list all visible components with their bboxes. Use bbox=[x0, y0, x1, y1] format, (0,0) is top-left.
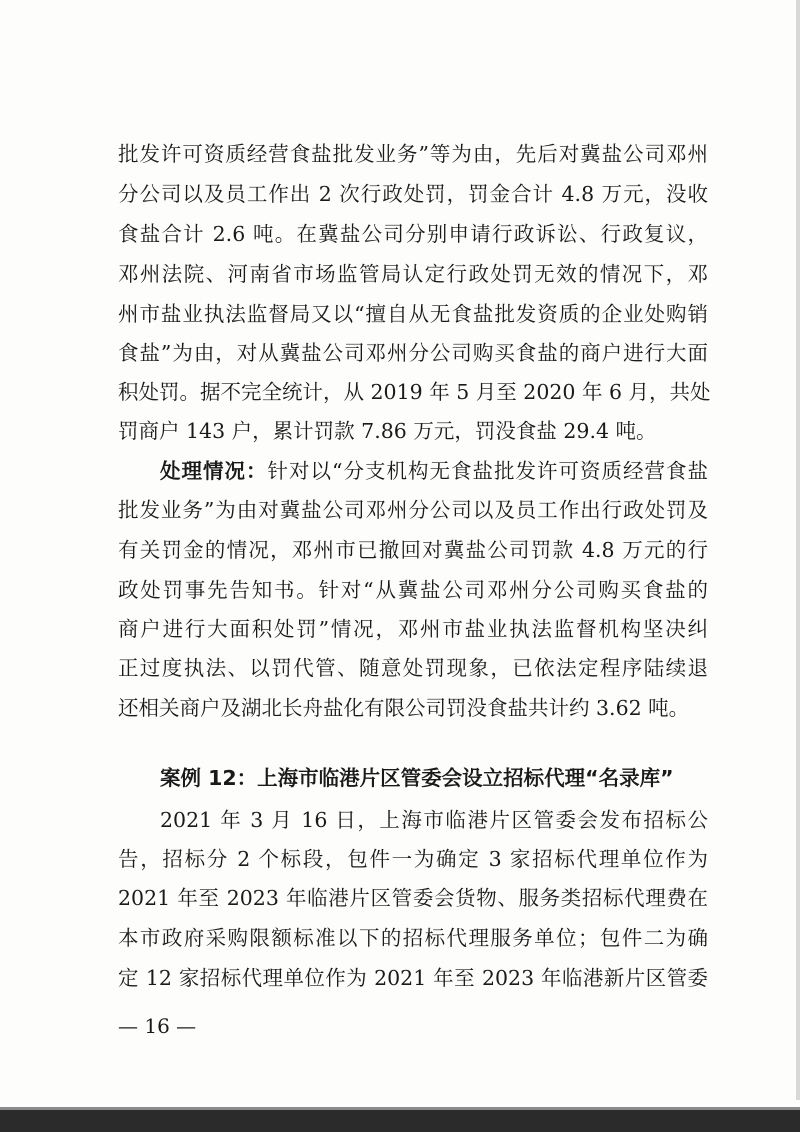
text-line: 批发业务”为由对冀盐公司邓州分公司以及员工作出行政处罚及 bbox=[118, 498, 708, 522]
scan-bottom-border bbox=[0, 1110, 800, 1132]
handling-text: 针对以“分支机构无食盐批发许可资质经营食盐 bbox=[267, 459, 709, 483]
case-heading: 案例 12：上海市临港片区管委会设立招标代理“名录库” bbox=[160, 766, 674, 790]
text-line: 商户进行大面积处罚”情况，邓州市盐业执法监督机构坚决纠 bbox=[118, 617, 708, 641]
text-line: 定 12 家招标代理单位作为 2021 年至 2023 年临港新片区管委 bbox=[118, 966, 708, 990]
page-number: — 16 — bbox=[118, 1014, 197, 1038]
text-line: 有关罚金的情况，邓州市已撤回对冀盐公司罚款 4.8 万元的行 bbox=[118, 538, 708, 562]
scan-edge bbox=[796, 0, 800, 1100]
text-line: 2021 年 3 月 16 日，上海市临港片区管委会发布招标公 bbox=[160, 808, 708, 832]
text-line: 2021 年至 2023 年临港片区管委会货物、服务类招标代理费在 bbox=[118, 886, 708, 910]
text-line: 批发许可资质经营食盐批发业务”等为由，先后对冀盐公司邓州 bbox=[118, 142, 708, 166]
text-line: 政处罚事先告知书。针对“从冀盐公司邓州分公司购买食盐的 bbox=[118, 578, 708, 602]
text-line: 州市盐业执法监督局又以“擅自从无食盐批发资质的企业处购销 bbox=[118, 302, 708, 326]
text-line: 罚商户 143 户，累计罚款 7.86 万元，罚没食盐 29.4 吨。 bbox=[118, 419, 657, 443]
text-line: 正过度执法、以罚代管、随意处罚现象，已依法定程序陆续退 bbox=[118, 656, 708, 680]
handling-paragraph-first-line bbox=[160, 457, 708, 485]
text-line: 食盐”为由，对从冀盐公司邓州分公司购买食盐的商户进行大面 bbox=[118, 341, 708, 365]
handling-label: 处理情况： bbox=[160, 459, 268, 483]
text-line: 告，招标分 2 个标段，包件一为确定 3 家招标代理单位作为 bbox=[118, 847, 708, 871]
text-line: 本市政府采购限额标准以下的招标代理服务单位；包件二为确 bbox=[118, 926, 708, 950]
text-line: 还相关商户及湖北长舟盐化有限公司罚没食盐共计约 3.62 吨。 bbox=[118, 696, 690, 720]
text-line: 邓州法院、河南省市场监管局认定行政处罚无效的情况下，邓 bbox=[118, 262, 708, 286]
text-line: 食盐合计 2.6 吨。在冀盐公司分别申请行政诉讼、行政复议， bbox=[118, 222, 708, 246]
text-line: 分公司以及员工作出 2 次行政处罚，罚金合计 4.8 万元，没收 bbox=[118, 182, 708, 206]
text-line: 积处罚。据不完全统计，从 2019 年 5 月至 2020 年 6 月，共处 bbox=[118, 380, 711, 404]
